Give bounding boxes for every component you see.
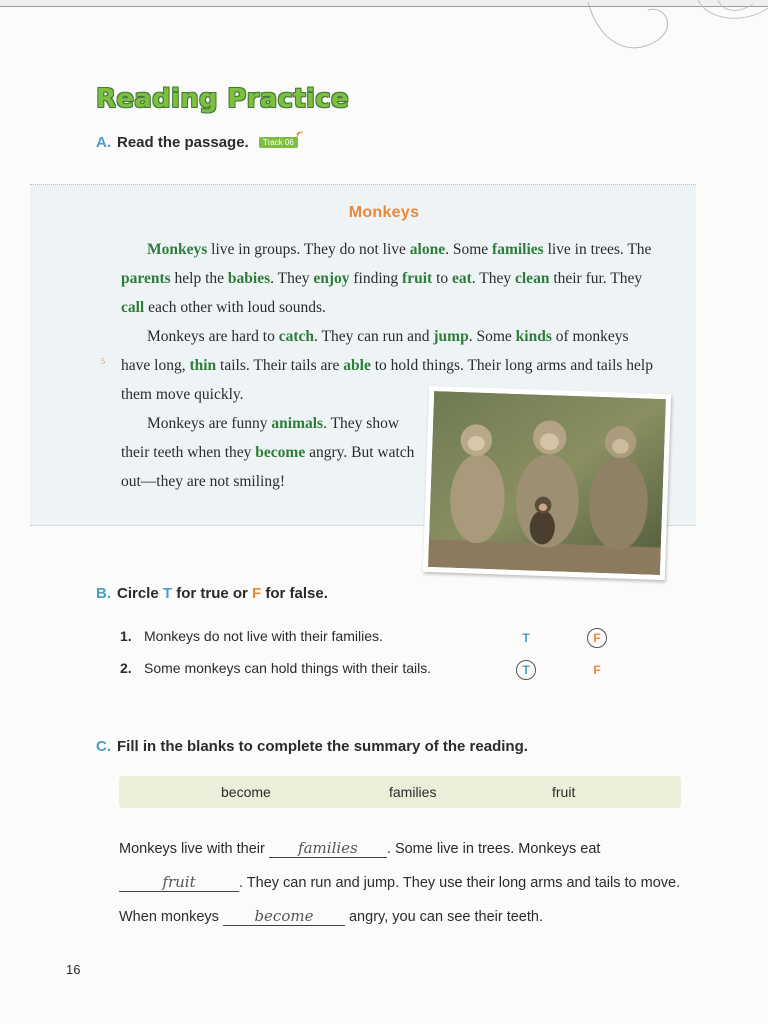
summary-fragment: Monkeys live with their: [119, 841, 269, 857]
passage-text: angry. But watch out—they are not smiling!: [121, 444, 415, 490]
vocabulary-word: animals: [271, 415, 324, 432]
summary-fragment: . They can run and jump. They use their long arms and tails to move. When monkeys: [119, 875, 681, 925]
item-statement: Some monkeys can hold things with their tails.: [144, 660, 432, 676]
false-option-circled[interactable]: F: [587, 628, 607, 648]
passage-text: . They: [270, 270, 314, 287]
monkeys-photo: [423, 386, 671, 580]
audio-track-badge[interactable]: Track 06: [259, 137, 298, 148]
passage-paragraph: [121, 409, 421, 496]
item-number: 2.: [120, 660, 132, 676]
word-bank-item: families: [389, 784, 437, 800]
vocabulary-word: jump: [433, 328, 469, 345]
true-letter: T: [162, 585, 173, 602]
vocabulary-word: families: [492, 241, 544, 258]
vocabulary-word: call: [121, 299, 145, 316]
word-bank: [119, 776, 681, 808]
passage-text: to hold things. Their long arms and tails help them move quickly.: [121, 357, 653, 403]
passage-text: . They can run and: [314, 328, 434, 345]
vocabulary-word: babies: [227, 270, 271, 287]
passage-text: Monkeys are hard to: [147, 328, 279, 345]
vocabulary-word: enjoy: [313, 270, 350, 287]
section-c-instruction: Fill in the blanks to complete the summary of the reading.: [117, 738, 528, 755]
passage-text: . Some: [468, 328, 516, 345]
true-option-circled[interactable]: T: [516, 660, 536, 680]
passage-paragraph: [121, 235, 661, 322]
section-b-heading: [96, 585, 328, 602]
section-c-heading: [96, 738, 528, 755]
summary-text: [119, 832, 689, 934]
passage-text: of monkeys have long,: [121, 328, 629, 374]
audio-wave-icon: [296, 129, 306, 139]
decorative-swirl-icon: [568, 0, 768, 70]
vocabulary-word: Monkeys: [147, 241, 208, 258]
page-number: 16: [66, 962, 81, 977]
true-false-item: [120, 628, 640, 648]
passage-title: Monkeys: [348, 204, 420, 221]
passage-text: help the: [170, 270, 228, 287]
vocabulary-word: fruit: [402, 270, 433, 287]
vocabulary-word: catch: [278, 328, 315, 345]
section-b-letter: B.: [96, 585, 111, 602]
passage-text: tails. Their tails are: [216, 357, 344, 374]
vocabulary-word: alone: [409, 241, 446, 258]
section-a-instruction: Read the passage.: [117, 134, 249, 151]
false-option[interactable]: F: [593, 663, 601, 677]
summary-fragment: . Some live in trees. Monkeys eat: [386, 841, 601, 857]
word-bank-item: fruit: [552, 784, 576, 800]
passage-text: their fur. They: [549, 270, 643, 287]
passage-text: Monkeys are funny: [147, 415, 272, 432]
vocabulary-word: thin: [189, 357, 217, 374]
passage-text: . Some: [445, 241, 493, 258]
true-option[interactable]: T: [522, 631, 530, 645]
vocabulary-word: kinds: [515, 328, 552, 345]
section-a-heading: [96, 134, 308, 151]
item-statement: Monkeys do not live with their families.: [144, 628, 383, 644]
page-title: Reading Practice: [96, 84, 349, 114]
instruction-text: Circle: [117, 585, 163, 602]
vocabulary-word: eat: [452, 270, 472, 287]
true-false-item: [120, 660, 640, 680]
false-letter: F: [252, 585, 262, 602]
passage-text: each other with loud sounds.: [144, 299, 326, 316]
vocabulary-word: become: [255, 444, 306, 461]
vocabulary-word: able: [343, 357, 371, 374]
blank-answer-2[interactable]: fruit: [119, 873, 239, 892]
vocabulary-word: parents: [121, 270, 171, 287]
blank-answer-3[interactable]: become: [223, 907, 345, 926]
passage-text: live in trees. The: [543, 241, 652, 258]
instruction-text: for false.: [261, 585, 328, 602]
word-bank-item: become: [221, 784, 271, 800]
passage-text: . They show their teeth when they: [121, 415, 400, 461]
passage-text: . They: [471, 270, 515, 287]
blank-answer-1[interactable]: families: [269, 839, 387, 858]
passage-text: to: [432, 270, 452, 287]
passage-text: finding: [349, 270, 403, 287]
summary-fragment: angry, you can see their teeth.: [344, 909, 543, 925]
section-a-letter: A.: [96, 134, 111, 151]
line-number-marker: 5: [101, 357, 105, 366]
section-c-letter: C.: [96, 738, 111, 755]
vocabulary-word: clean: [515, 270, 550, 287]
monkey-family-image: [428, 391, 666, 575]
item-number: 1.: [120, 628, 132, 644]
instruction-text: for true or: [172, 585, 253, 602]
passage-text: live in groups. They do not live: [207, 241, 410, 258]
